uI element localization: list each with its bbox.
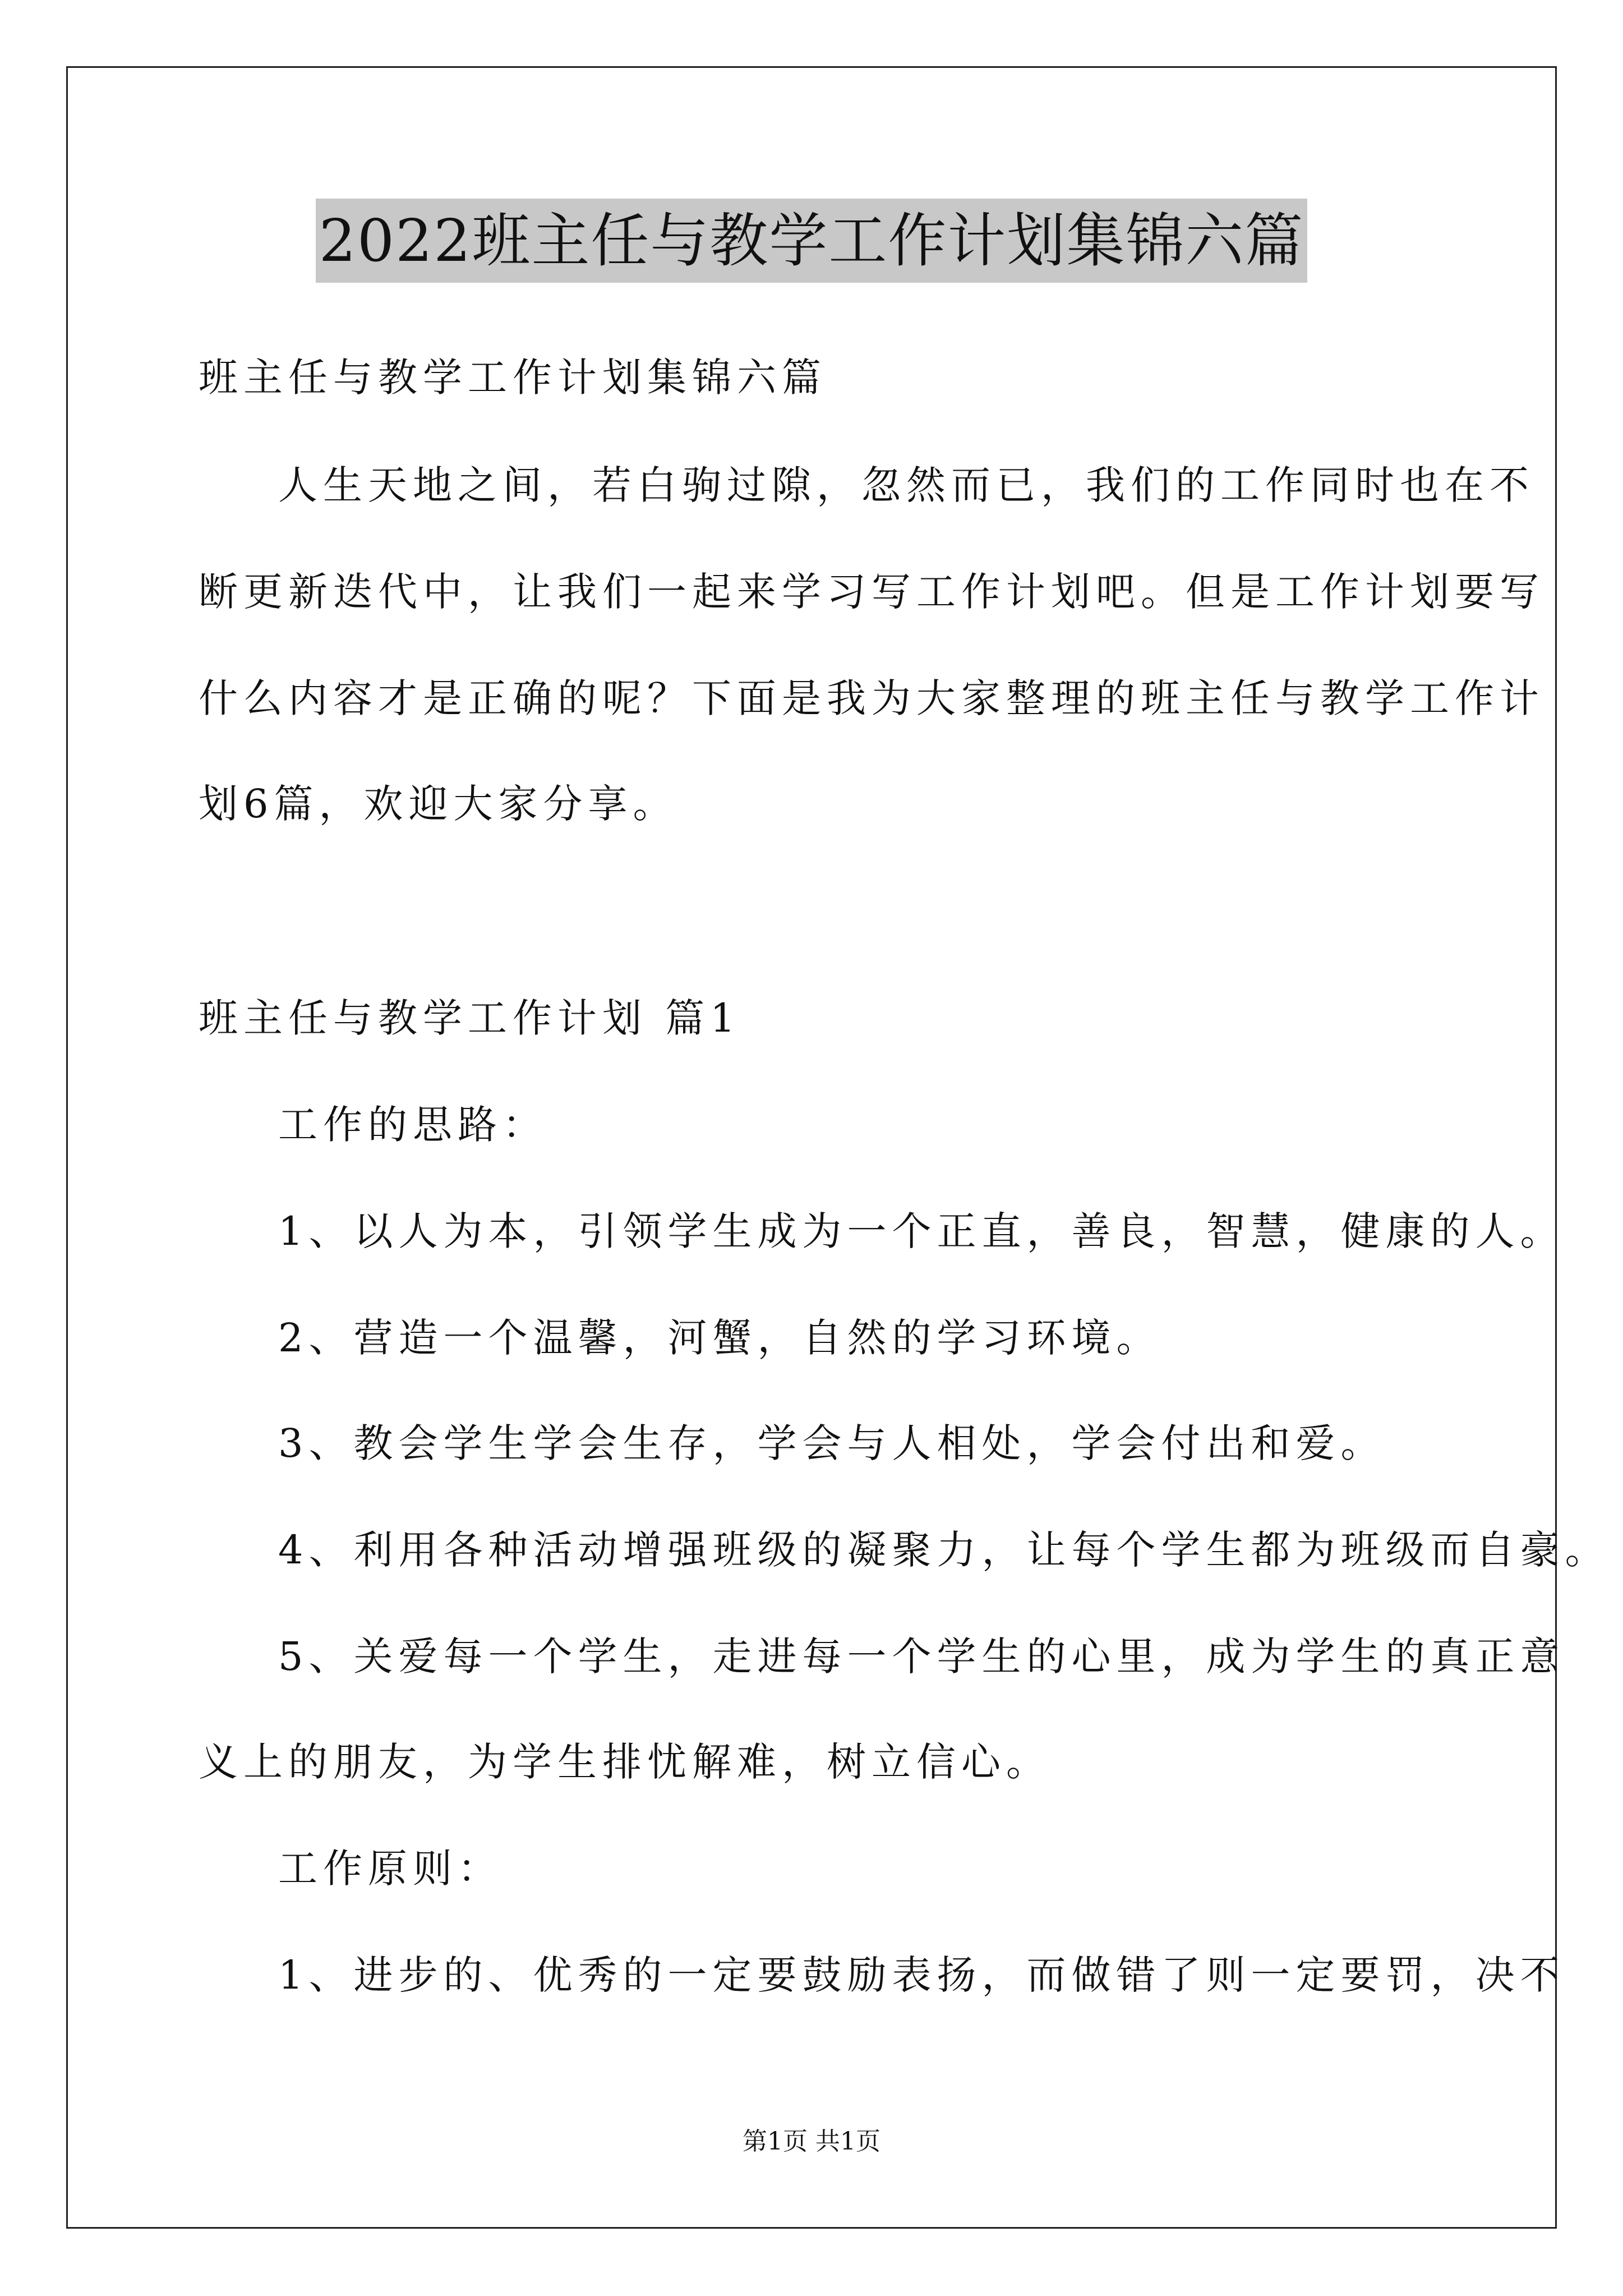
- document-title: 2022班主任与教学工作计划集锦六篇: [316, 199, 1308, 283]
- paragraph-line: 断更新迭代中，让我们一起来学习写工作计划吧。但是工作计划要写: [199, 569, 1544, 615]
- paragraph-line: 2、营造一个温馨，河蟹，自然的学习环境。: [278, 1315, 1161, 1361]
- paragraph-line: 工作的思路：: [278, 1102, 547, 1148]
- paragraph-line: 人生天地之间，若白驹过隙，忽然而已，我们的工作同时也在不: [278, 462, 1534, 508]
- paragraph-line: 4、利用各种活动增强班级的凝聚力，让每个学生都为班级而自豪。: [278, 1527, 1610, 1573]
- paragraph-line: 1、以人为本，引领学生成为一个正直，善良，智慧，健康的人。: [278, 1208, 1565, 1254]
- paragraph-line: 什么内容才是正确的呢？下面是我为大家整理的班主任与教学工作计: [199, 675, 1544, 721]
- section-heading: 班主任与教学工作计划 篇1: [199, 995, 741, 1041]
- page-footer: 第1页 共1页: [743, 2127, 880, 2156]
- paragraph-line: 义上的朋友，为学生排忧解难，树立信心。: [199, 1739, 1051, 1785]
- paragraph-line: 3、教会学生学会生存，学会与人相处，学会付出和爱。: [278, 1420, 1386, 1466]
- subtitle-line: 班主任与教学工作计划集锦六篇: [199, 355, 827, 401]
- paragraph-line: 划6篇，欢迎大家分享。: [199, 781, 678, 827]
- document-title-container: [0, 199, 1623, 283]
- paragraph-line: 工作原则：: [278, 1846, 502, 1892]
- paragraph-line: 5、关爱每一个学生，走进每一个学生的心里，成为学生的真正意: [278, 1634, 1565, 1680]
- paragraph-line: 1、进步的、优秀的一定要鼓励表扬，而做错了则一定要罚，决不: [278, 1952, 1565, 1998]
